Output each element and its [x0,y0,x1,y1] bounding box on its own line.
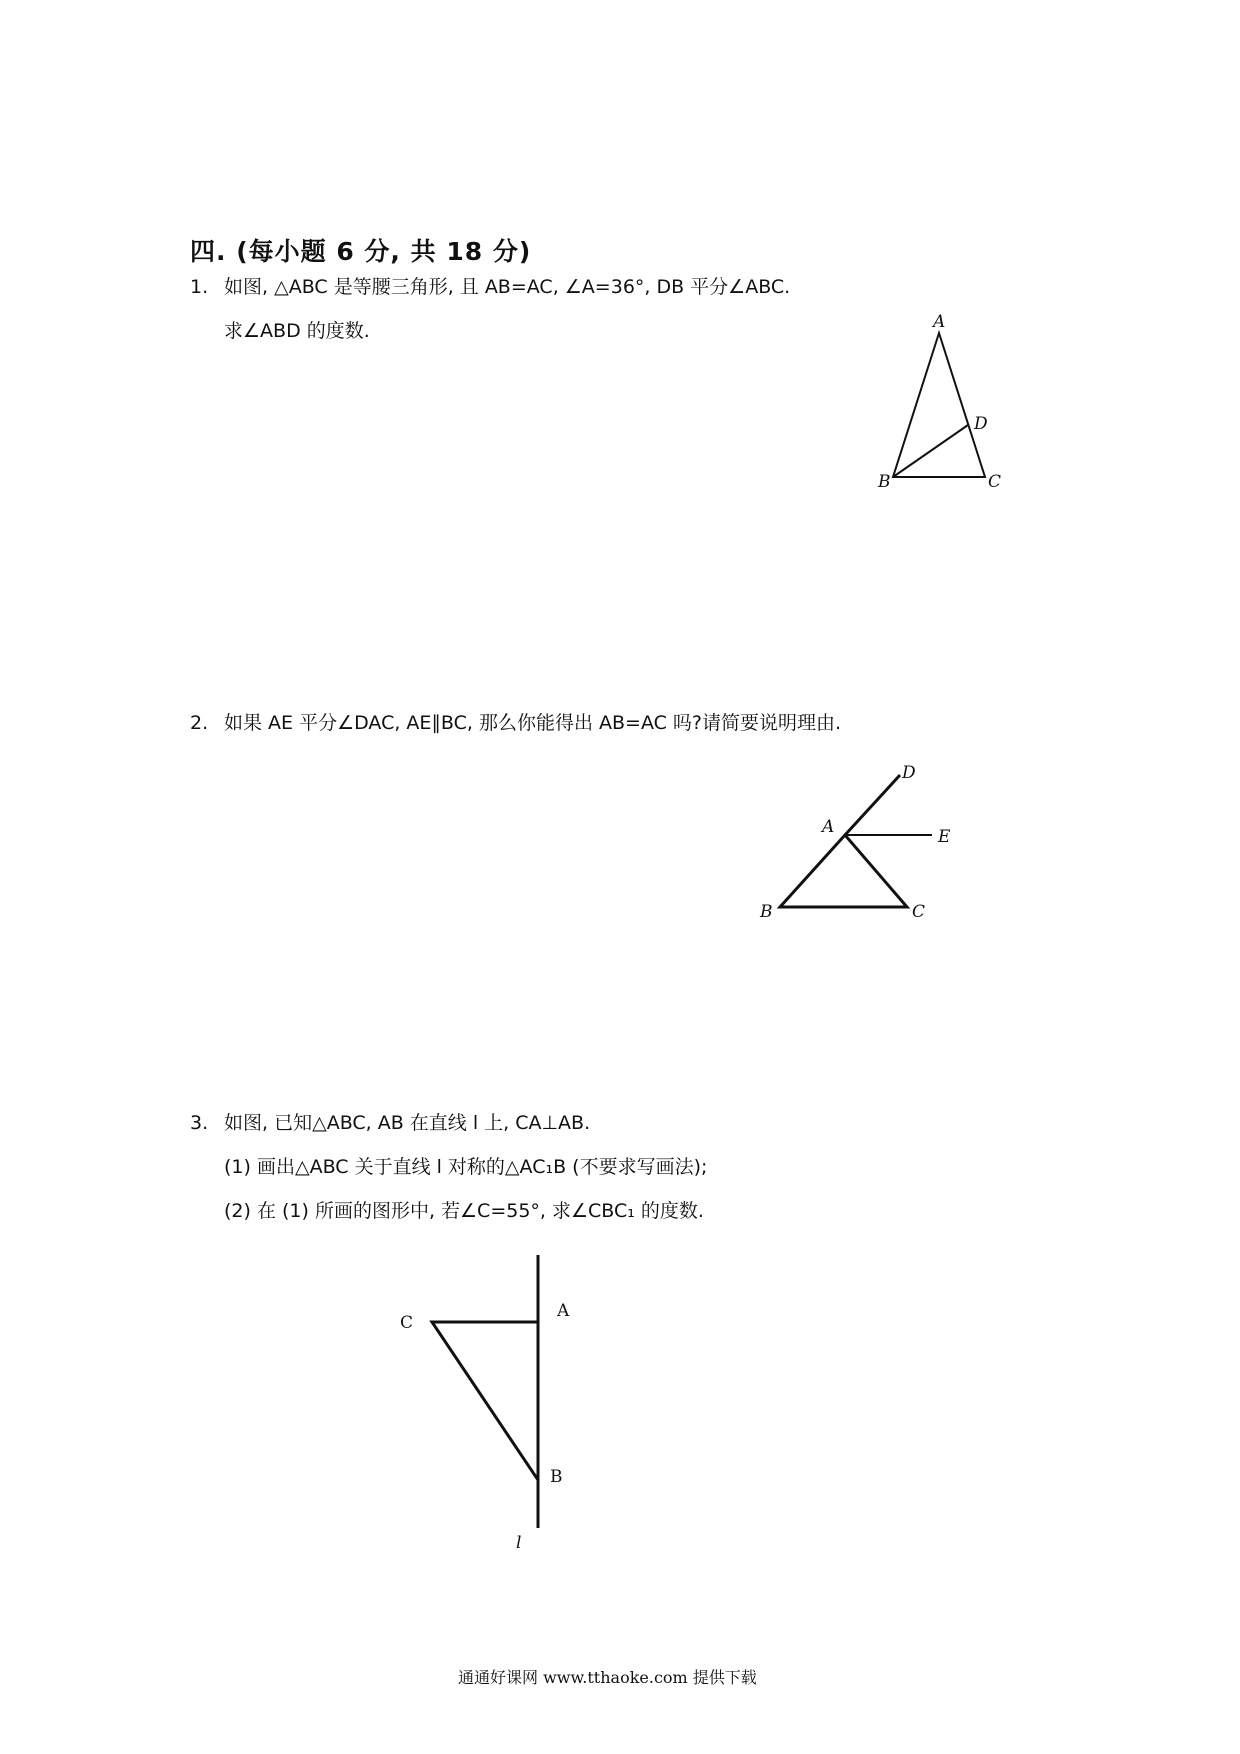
question-1-line-2: 求∠ABD 的度数. [224,320,370,342]
label-d: D [902,763,916,783]
figure-3-reflection [390,1250,590,1560]
question-2-number: 2. [190,712,209,734]
footer-note: 通通好课网 www.tthaoke.com 提供下载 [458,1668,757,1687]
label-a: A [557,1301,570,1321]
label-c: C [912,902,926,922]
question-3-line-2: (1) 画出△ABC 关于直线 l 对称的△AC₁B (不要求写画法); [224,1156,708,1178]
label-b: B [550,1467,563,1487]
label-c: C [400,1313,414,1333]
figure-2-angle-bisector [750,760,970,935]
bisector-bd [893,425,968,477]
label-a: A [822,817,835,837]
question-3-number: 3. [190,1112,209,1134]
question-1-number: 1. [190,276,209,298]
ray-ad [845,775,900,835]
figure-1-triangle-abd [860,310,1020,495]
triangle-abc [780,835,907,907]
label-e: E [938,827,951,847]
question-1-line-1: 如图, △ABC 是等腰三角形, 且 AB=AC, ∠A=36°, DB 平分∠ABC. [224,276,791,298]
label-b: B [878,472,891,492]
label-d: D [974,414,988,434]
label-b: B [760,902,773,922]
label-a: A [933,312,946,332]
label-c: C [988,472,1002,492]
label-l: l [516,1533,522,1553]
triangle-abc [432,1322,538,1480]
triangle-abc [893,333,985,477]
question-3-line-1: 如图, 已知△ABC, AB 在直线 l 上, CA⊥AB. [224,1112,591,1134]
question-3-line-3: (2) 在 (1) 所画的图形中, 若∠C=55°, 求∠CBC₁ 的度数. [224,1200,704,1222]
question-2-line-1: 如果 AE 平分∠DAC, AE∥BC, 那么你能得出 AB=AC 吗?请简要说明理由. [224,712,842,734]
section-title: 四. (每小题 6 分, 共 18 分) [190,237,532,266]
